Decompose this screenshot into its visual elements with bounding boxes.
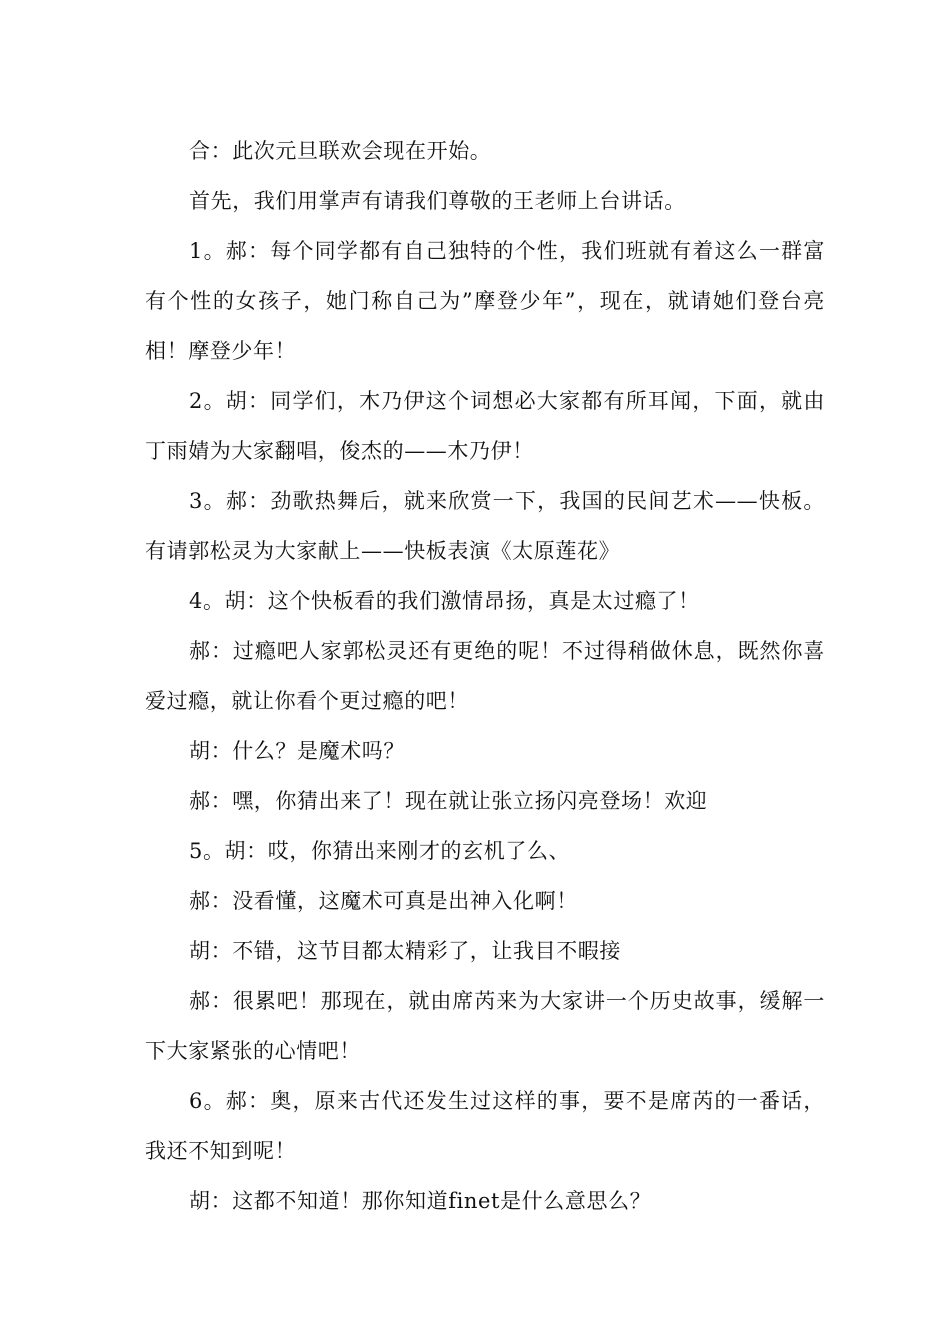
- paragraph-dialogue: 郝：没看懂，这魔术可真是出神入化啊！: [189, 889, 578, 913]
- paragraph-item-3: 3。郝：劲歌热舞后，就来欣赏一下，我国的民间艺术——快板。有请郭松灵为大家献上——快板表演《太原莲花》: [145, 489, 825, 563]
- paragraph-item-4: 4。胡：这个快板看的我们激情昂扬，真是太过瘾了！: [189, 589, 700, 613]
- paragraph-item-1: 1。郝：每个同学都有自己独特的个性，我们班就有着这么一群富有个性的女孩子，她门称自己为”摩登少年”，现在，就请她们登台亮相！摩登少年！: [145, 239, 825, 363]
- paragraph-dialogue: 胡：什么？是魔术吗？: [189, 739, 405, 763]
- paragraph-dialogue: 胡：不错，这节目都太精彩了，让我目不暇接: [189, 939, 621, 963]
- paragraph-opening: 合：此次元旦联欢会现在开始。: [189, 139, 492, 163]
- paragraph-item-5: 5。胡：哎，你猜出来刚才的玄机了么、: [189, 839, 571, 863]
- paragraph-dialogue: 胡：这都不知道！那你知道finet是什么意思么？: [189, 1189, 652, 1213]
- document-body: [145, 126, 825, 1226]
- paragraph-dialogue: 郝：很累吧！那现在，就由席芮来为大家讲一个历史故事，缓解一下大家紧张的心情吧！: [145, 989, 825, 1063]
- paragraph-dialogue: 郝：嘿，你猜出来了！现在就让张立扬闪亮登场！欢迎: [189, 789, 708, 813]
- paragraph-item-2: 2。胡：同学们，木乃伊这个词想必大家都有所耳闻，下面，就由丁雨婧为大家翻唱，俊杰的——木乃伊！: [145, 389, 825, 463]
- paragraph-dialogue: 郝：过瘾吧人家郭松灵还有更绝的呢！不过得稍做休息，既然你喜爱过瘾，就让你看个更过瘾的吧！: [145, 639, 825, 713]
- paragraph-item-6: 6。郝：奥，原来古代还发生过这样的事，要不是席芮的一番话，我还不知到呢！: [145, 1089, 825, 1163]
- paragraph-teacher-speech: 首先，我们用掌声有请我们尊敬的王老师上台讲话。: [189, 189, 686, 213]
